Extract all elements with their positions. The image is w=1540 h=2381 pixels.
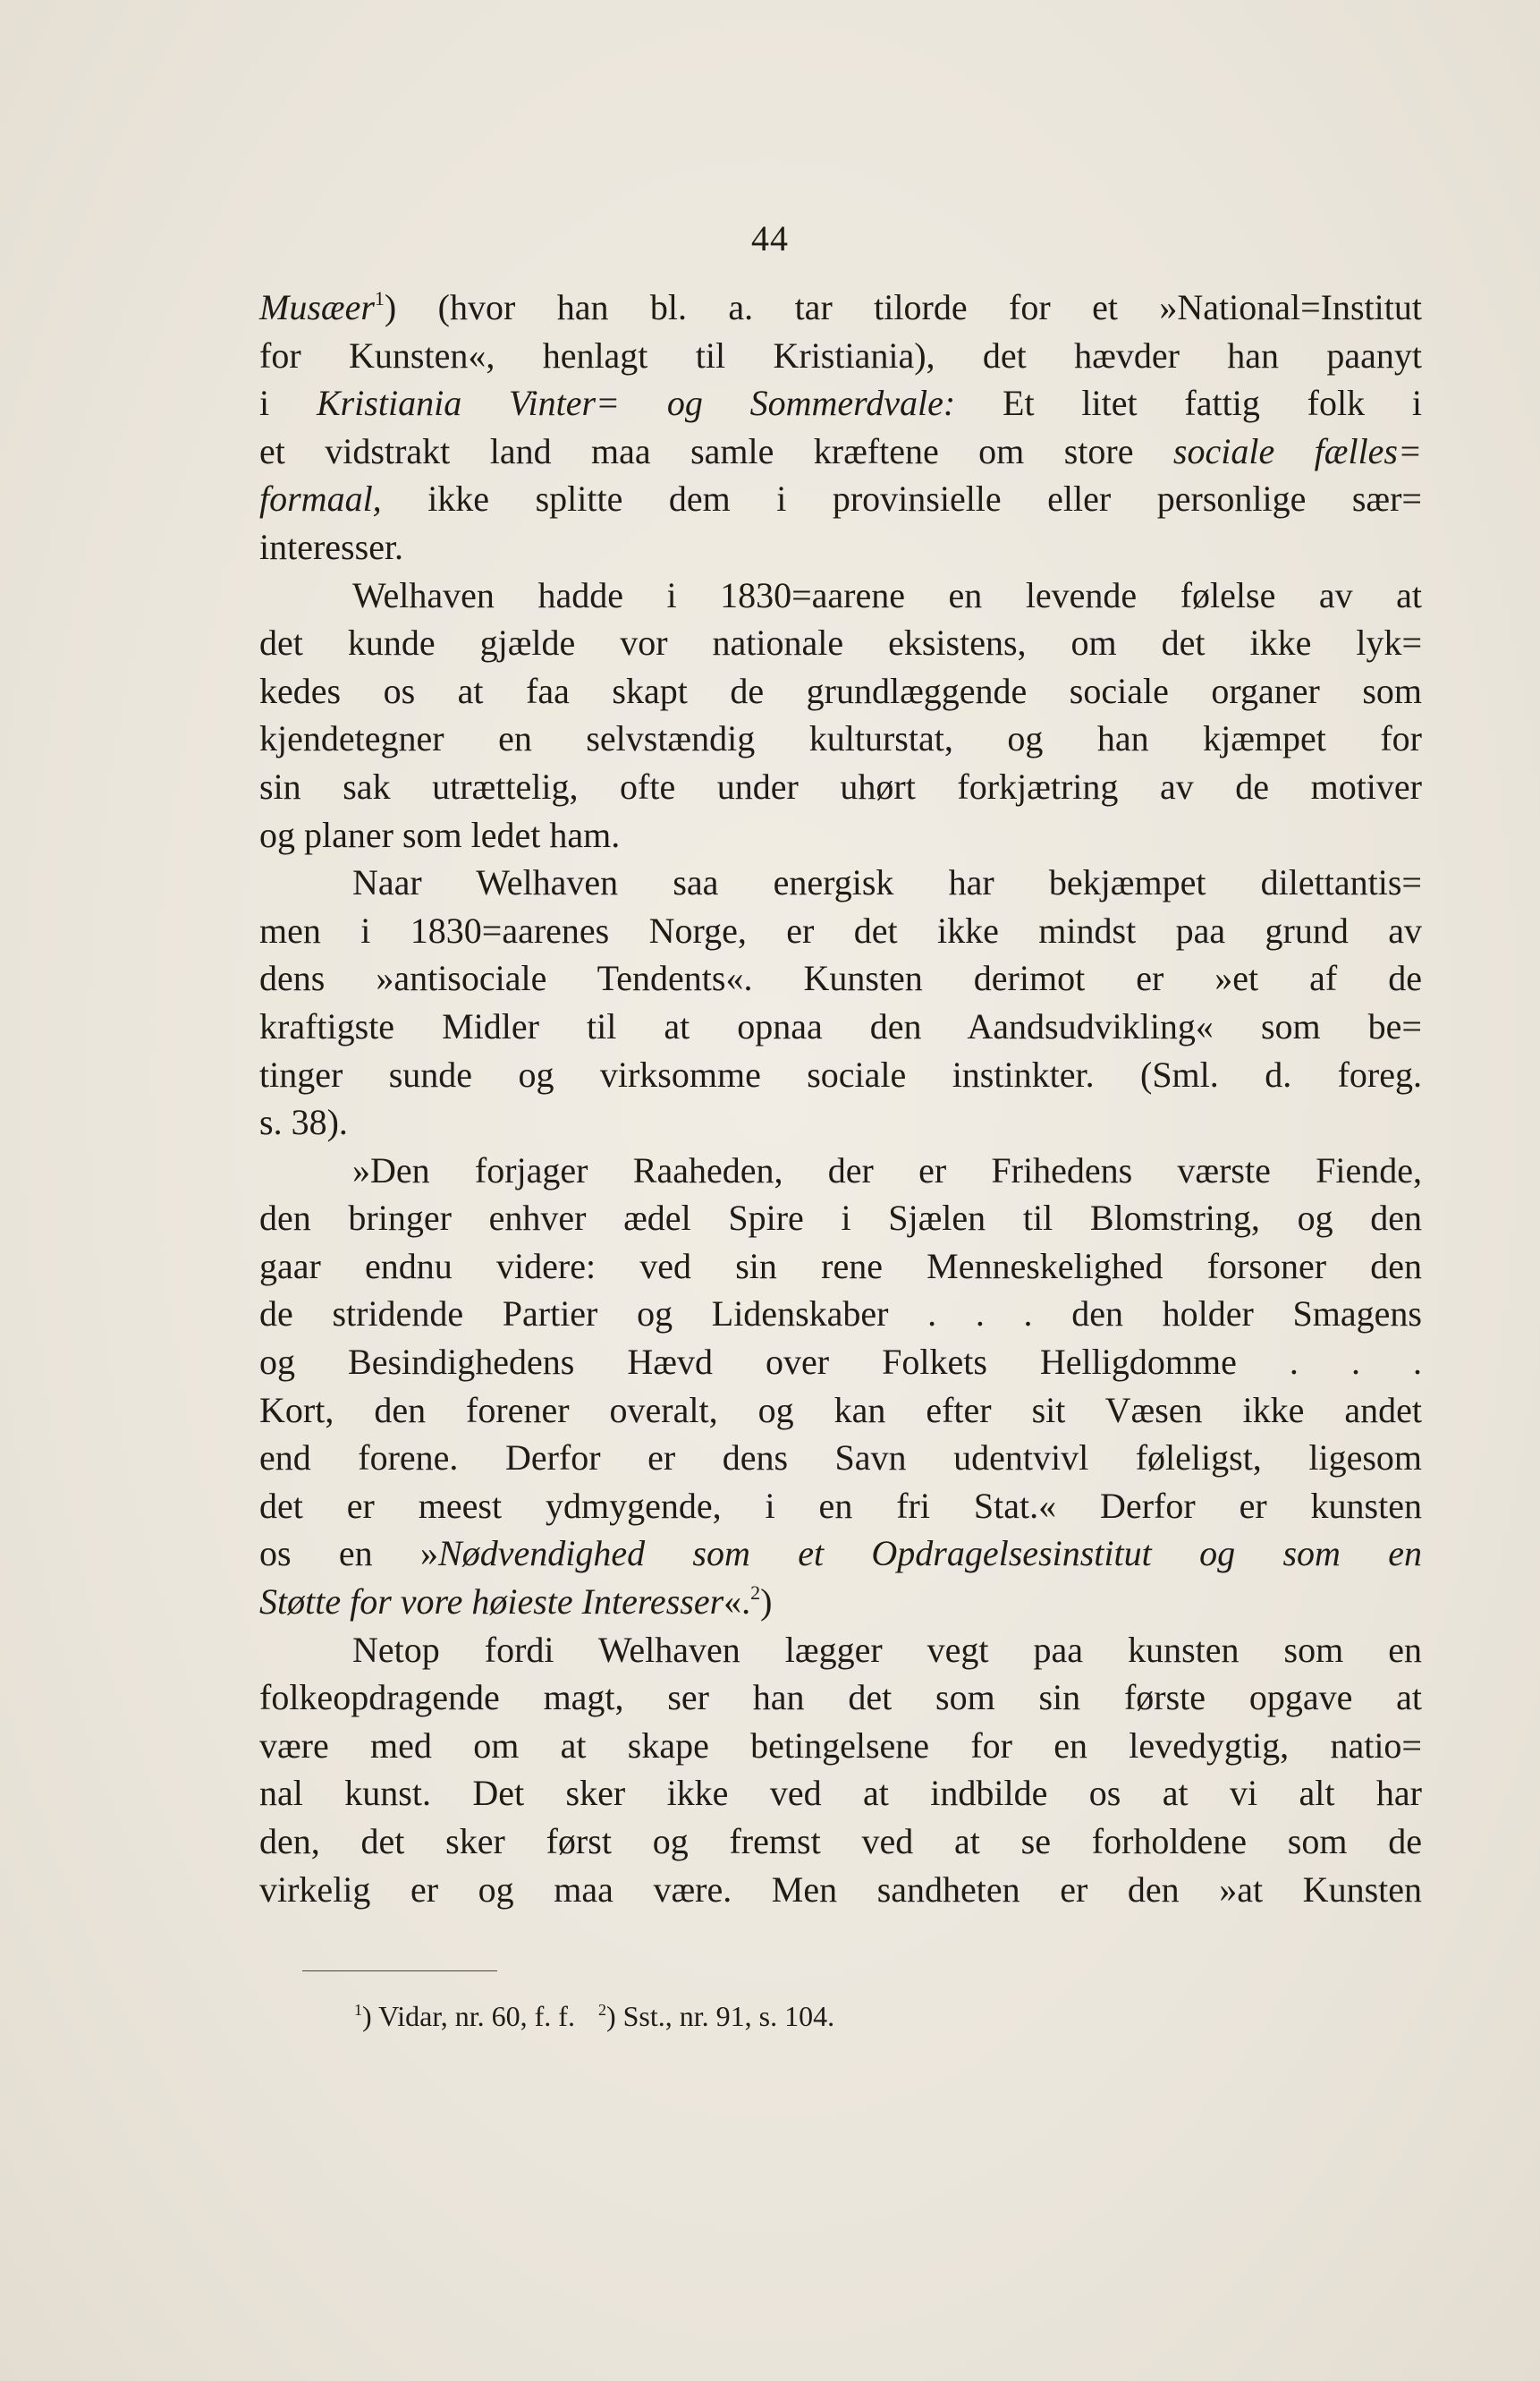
text-line — [259, 332, 1422, 380]
text-line — [259, 1626, 1422, 1674]
text-line — [259, 1338, 1422, 1386]
text-segment: kjendetegner en selvstændig kulturstat, og han kjæmpet for — [259, 718, 1422, 759]
text-line — [259, 1386, 1422, 1435]
text-line — [259, 859, 1422, 907]
footnote — [354, 1998, 575, 2034]
footnote-reference: 2 — [750, 1581, 761, 1605]
italic-text: Kristiania Vinter= og Sommerdvale: — [316, 383, 956, 424]
italic-text: formaal, — [259, 479, 382, 520]
text-segment: os en » — [259, 1533, 439, 1574]
text-line — [259, 1290, 1422, 1338]
text-line — [259, 428, 1422, 476]
text-segment: men i 1830=aarenes Norge, er det ikke mindst paa grund av — [259, 910, 1422, 951]
footnote-divider — [302, 1970, 497, 1971]
text-segment: være med om at skape betingelsene for en levedygtig, natio= — [259, 1724, 1422, 1766]
text-segment: kedes os at faa skapt de grundlæggende sociale organer som — [259, 670, 1422, 711]
text-segment: s. 38). — [259, 1102, 348, 1143]
text-line — [259, 1147, 1422, 1195]
text-segment: gaar endnu videre: ved sin rene Menneskelighed forsoner den — [259, 1245, 1422, 1286]
text-segment: i — [259, 383, 317, 424]
text-segment: tinger sunde og virksomme sociale instinkter. (Sml. d. foreg. — [259, 1054, 1422, 1095]
text-segment: «. — [723, 1581, 751, 1623]
text-segment: det er meest ydmygende, i en fri Stat.« Derfor er kunsten — [259, 1485, 1422, 1526]
page-number: 44 — [751, 218, 789, 258]
text-line — [259, 1434, 1422, 1482]
text-segment: det kunde gjælde vor nationale eksistens, om det ikke lyk= — [259, 623, 1422, 664]
text-line — [259, 1194, 1422, 1242]
text-line — [259, 1482, 1422, 1530]
text-segment: Et litet fattig folk i — [955, 383, 1422, 424]
italic-text: Støtte for vore høieste Interesser — [259, 1581, 724, 1623]
text-segment: folkeopdragende magt, ser han det som sin første opgave at — [259, 1677, 1422, 1718]
footnote — [598, 1998, 834, 2034]
text-segment: ikke splitte dem i provinsielle eller personlige sær= — [381, 479, 1422, 520]
italic-text: sociale fælles= — [1172, 430, 1422, 471]
text-line — [259, 572, 1422, 620]
italic-text: Nødvendighed som et Opdragelsesinstitut og som en — [438, 1533, 1422, 1574]
text-line — [259, 475, 1422, 523]
text-line — [259, 1722, 1422, 1770]
text-line — [259, 667, 1422, 716]
text-segment: den bringer enhver ædel Spire i Sjælen til Blomstring, og den — [259, 1198, 1422, 1239]
text-segment: end forene. Derfor er dens Savn udentvivl føleligst, ligesom — [259, 1437, 1422, 1479]
footnote-mark: 2 — [597, 2001, 606, 2019]
footnote-reference: 1 — [374, 287, 385, 309]
text-line — [259, 619, 1422, 667]
text-line — [259, 1098, 1422, 1147]
text-segment: dens »antisociale Tendents«. Kunsten derimot er »et af de — [259, 958, 1422, 999]
text-segment: virkelig er og maa være. Men sandheten er den »at Kunsten — [259, 1868, 1422, 1910]
text-line — [259, 1578, 1422, 1626]
text-line — [259, 715, 1422, 763]
text-line — [259, 1051, 1422, 1099]
text-line — [259, 1242, 1422, 1291]
text-segment: et vidstrakt land maa samle kræftene om store — [259, 430, 1173, 471]
text-segment: for Kunsten«, henlagt til Kristiania), det hævder han paanyt — [259, 335, 1422, 376]
text-line — [259, 954, 1422, 1003]
body-text — [259, 284, 1422, 1913]
text-segment: de stridende Partier og Lidenskaber . . . den holder Smagens — [259, 1293, 1422, 1335]
text-line — [259, 284, 1422, 332]
text-line — [259, 1529, 1422, 1578]
text-segment: »Den forjager Raaheden, der er Frihedens værste Fiende, — [352, 1149, 1422, 1190]
text-line — [259, 1673, 1422, 1722]
text-line — [259, 523, 1422, 572]
footnote-mark: 1 — [354, 2001, 362, 2019]
text-segment: nal kunst. Det sker ikke ved at indbilde os at vi alt har — [259, 1773, 1422, 1814]
text-segment: og planer som ledet ham. — [259, 814, 621, 855]
italic-text: Musæer — [259, 287, 375, 327]
text-line — [259, 1003, 1422, 1051]
footnote-text: ) Vidar, nr. 60, f. f. — [362, 2000, 575, 2032]
text-line — [259, 379, 1422, 428]
text-segment: ) (hvor han bl. a. tar tilorde for et »National=Institut — [384, 287, 1422, 327]
text-segment: og Besindighedens Hævd over Folkets Helligdomme . . . — [259, 1342, 1422, 1383]
text-line — [259, 811, 1422, 860]
text-segment: Welhaven hadde i 1830=aarene en levende følelse av at — [352, 574, 1422, 615]
footnotes — [354, 1998, 858, 2034]
text-line — [259, 1818, 1422, 1866]
text-line — [259, 907, 1422, 955]
text-line — [259, 763, 1422, 811]
text-segment: interesser. — [259, 526, 404, 567]
text-segment: Naar Welhaven saa energisk har bekjæmpet dilettantis= — [352, 862, 1422, 903]
text-segment: ) — [760, 1581, 773, 1623]
text-segment: kraftigste Midler til at opnaa den Aandsudvikling« som be= — [259, 1005, 1422, 1046]
text-line — [259, 1866, 1422, 1914]
text-segment: Kort, den forener overalt, og kan efter sit Væsen ikke andet — [259, 1389, 1422, 1430]
text-segment: sin sak utrættelig, ofte under uhørt forkjætring av de motiver — [259, 766, 1422, 807]
text-segment: den, det sker først og fremst ved at se forholdene som de — [259, 1821, 1422, 1861]
text-line — [259, 1769, 1422, 1818]
footnote-text: ) Sst., nr. 91, s. 104. — [605, 2000, 835, 2032]
text-segment: Netop fordi Welhaven lægger vegt paa kunsten som en — [352, 1629, 1422, 1670]
